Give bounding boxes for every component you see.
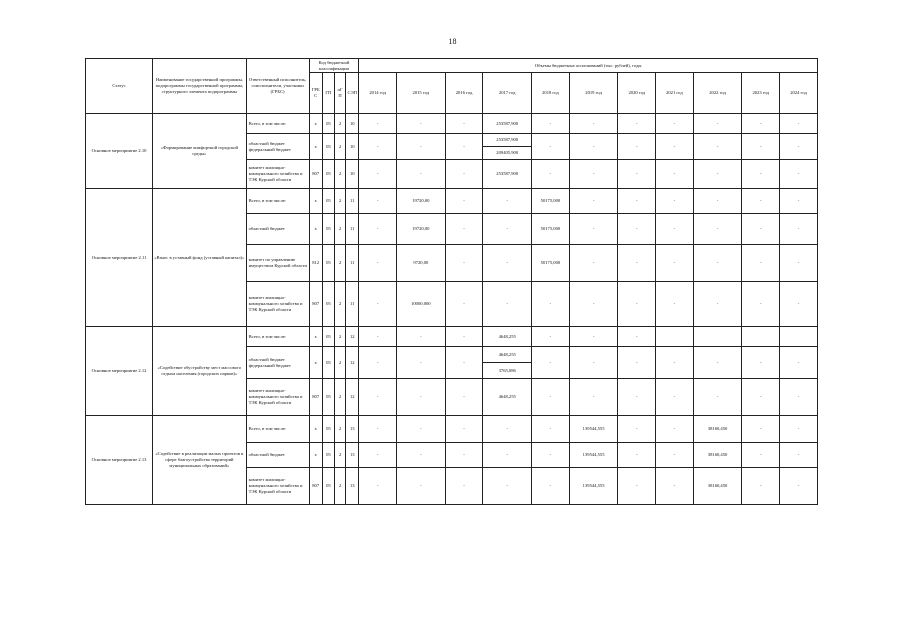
row-value: -: [618, 443, 656, 468]
row-value: 9720,00: [396, 245, 445, 282]
row-value: -: [359, 347, 397, 379]
row-value: -: [445, 416, 483, 443]
row-sep: 11: [346, 245, 359, 282]
row-value: -: [693, 189, 742, 214]
row-value: -: [742, 468, 780, 505]
row-gp: 05: [322, 245, 334, 282]
row-pgp: 2: [334, 134, 345, 160]
row-value: -: [656, 443, 694, 468]
row-value: -: [618, 214, 656, 245]
header-code-group: Код бюджетной классификации: [309, 59, 359, 73]
row-value: -: [742, 134, 780, 160]
row-gp: 05: [322, 347, 334, 379]
group-name: «Содействие в реализации малых проектов в сфере благоустройства территорий муниципальных образований»: [153, 416, 247, 505]
row-pgp: 2: [334, 114, 345, 134]
regional-budget-value: 4648,255: [483, 347, 531, 363]
row-value: -: [445, 245, 483, 282]
row-value: -: [656, 189, 694, 214]
row-value: -: [396, 347, 445, 379]
row-value: -: [396, 416, 445, 443]
row-value: -: [396, 134, 445, 160]
row-value: 19720,00: [396, 214, 445, 245]
row-value: 50175,000: [532, 214, 570, 245]
group-status: Основное мероприятие 2.13: [86, 416, 153, 505]
row-sep: 13: [346, 416, 359, 443]
row-value: -: [445, 214, 483, 245]
row-value: 50175,000: [532, 189, 570, 214]
row-grbs: x: [309, 134, 322, 160]
row-value: -: [780, 134, 818, 160]
row-value: -: [693, 160, 742, 189]
row-pgp: 2: [334, 214, 345, 245]
row-value: -: [656, 282, 694, 327]
row-value: -: [656, 114, 694, 134]
row-gp: 05: [322, 468, 334, 505]
row-value: -: [569, 379, 618, 416]
row-value: -: [656, 134, 694, 160]
row-value: -: [359, 245, 397, 282]
row-value: 4648,255: [483, 379, 532, 416]
group-name: «Содействие обустройству мест массового отдыха населения (городских парков)»: [153, 327, 247, 416]
row-value: -: [532, 134, 570, 160]
row-value: -: [396, 114, 445, 134]
header-responsible: Ответственный исполнитель, соисполнители, участники (ГРБС): [246, 59, 309, 114]
row-value: -: [569, 160, 618, 189]
row-value: -: [618, 379, 656, 416]
row-value: -: [780, 347, 818, 379]
row-pgp: 2: [334, 347, 345, 379]
row-grbs: x: [309, 114, 322, 134]
row-value: -: [693, 379, 742, 416]
row-value: -: [359, 379, 397, 416]
row-value: -: [693, 214, 742, 245]
header-gp: ГП: [322, 73, 334, 114]
row-value: -: [618, 160, 656, 189]
row-value: -: [693, 134, 742, 160]
federal-budget-value: 3765,086: [498, 367, 516, 373]
row-value: -: [569, 327, 618, 347]
header-year: 2023 год: [742, 73, 780, 114]
row-value: -: [569, 347, 618, 379]
row-value: 19720,00: [396, 189, 445, 214]
table-row: [86, 114, 818, 134]
row-pgp: 2: [334, 189, 345, 214]
row-value: -: [780, 443, 818, 468]
row-value: -: [445, 379, 483, 416]
row-grbs: 807: [309, 282, 322, 327]
row-value: -: [483, 416, 532, 443]
row-value-split: [483, 347, 532, 379]
row-value: -: [532, 114, 570, 134]
row-sep: 11: [346, 214, 359, 245]
row-grbs: 807: [309, 468, 322, 505]
row-value: -: [359, 416, 397, 443]
row-gp: 05: [322, 443, 334, 468]
row-pgp: 2: [334, 245, 345, 282]
row-responsible: Всего, в том числе:: [246, 189, 309, 214]
row-sep: 12: [346, 379, 359, 416]
row-gp: 05: [322, 189, 334, 214]
row-value: -: [445, 468, 483, 505]
header-year: 2015 год: [396, 73, 445, 114]
table-row: [86, 189, 818, 214]
row-value: 50175,000: [532, 245, 570, 282]
row-value: [742, 327, 780, 347]
row-gp: 05: [322, 379, 334, 416]
row-value: -: [569, 114, 618, 134]
row-gp: 05: [322, 214, 334, 245]
header-spend-group: Объемы бюджетных ассигнований (тыс. рублей), годы: [359, 59, 818, 73]
regional-budget-value: 253587,900: [483, 134, 531, 147]
row-value: 139544,555: [569, 416, 618, 443]
row-value: -: [483, 443, 532, 468]
row-value: -: [532, 347, 570, 379]
row-sep: 10: [346, 114, 359, 134]
row-value: -: [445, 160, 483, 189]
header-year: 2024 год: [780, 73, 818, 114]
group-name: «Взнос в уставный фонд (уставный капитал)»: [153, 189, 247, 327]
header-sep: СЭП: [346, 73, 359, 114]
row-value: -: [618, 468, 656, 505]
row-value: -: [532, 327, 570, 347]
row-grbs: 812: [309, 245, 322, 282]
row-value: -: [618, 282, 656, 327]
row-value: -: [742, 443, 780, 468]
row-pgp: 2: [334, 282, 345, 327]
row-value: -: [656, 160, 694, 189]
row-value: -: [445, 327, 483, 347]
row-grbs: x: [309, 214, 322, 245]
row-value: -: [656, 214, 694, 245]
row-value: -: [780, 114, 818, 134]
row-value: -: [780, 189, 818, 214]
row-sep: 10: [346, 134, 359, 160]
row-responsible: областной бюджет федеральный бюджет: [246, 347, 309, 379]
row-pgp: 2: [334, 468, 345, 505]
row-value: -: [483, 282, 532, 327]
row-sep: 11: [346, 189, 359, 214]
row-value: 38160,450: [693, 416, 742, 443]
row-value: -: [483, 245, 532, 282]
row-grbs: x: [309, 443, 322, 468]
row-gp: 05: [322, 282, 334, 327]
header-name: Наименование государственной программы, подпрограммы государственной программы, структурного элемента подпрограммы: [153, 59, 247, 114]
row-pgp: 2: [334, 416, 345, 443]
group-status: Основное мероприятие 2.12: [86, 327, 153, 416]
row-value: -: [780, 214, 818, 245]
row-responsible: комитет жилищно-коммунального хозяйства и ТЭК Курской области: [246, 160, 309, 189]
header-year: 2014 год: [359, 73, 397, 114]
row-value: -: [532, 468, 570, 505]
row-responsible: комитет жилищно-коммунального хозяйства и ТЭК Курской области: [246, 282, 309, 327]
row-value: [780, 327, 818, 347]
row-value: [693, 327, 742, 347]
row-gp: 05: [322, 416, 334, 443]
row-value: -: [445, 189, 483, 214]
row-value: -: [742, 189, 780, 214]
row-gp: 05: [322, 114, 334, 134]
header-year: 2018 год: [532, 73, 570, 114]
row-pgp: 2: [334, 379, 345, 416]
row-value: -: [693, 282, 742, 327]
row-value: -: [656, 379, 694, 416]
group-status: Основное мероприятие 2.10: [86, 114, 153, 189]
header-grbs: ГРБС: [309, 73, 322, 114]
row-pgp: 2: [334, 443, 345, 468]
row-value: -: [569, 134, 618, 160]
row-value: -: [618, 327, 656, 347]
row-value: -: [742, 214, 780, 245]
row-value: -: [445, 443, 483, 468]
federal-budget-value: 209405,900: [496, 150, 519, 156]
row-value: -: [780, 160, 818, 189]
row-responsible: Всего, в том числе:: [246, 416, 309, 443]
row-value: -: [656, 347, 694, 379]
row-value: -: [742, 416, 780, 443]
row-grbs: x: [309, 347, 322, 379]
row-responsible: комитет жилищно-коммунального хозяйства и ТЭК Курской области: [246, 468, 309, 505]
row-value: -: [618, 245, 656, 282]
row-value: -: [359, 468, 397, 505]
row-responsible: комитет жилищно-коммунального хозяйства и ТЭК Курской области: [246, 379, 309, 416]
row-value: -: [780, 416, 818, 443]
row-value: -: [359, 214, 397, 245]
table-row: [86, 327, 818, 347]
row-pgp: 2: [334, 160, 345, 189]
header-status: Статус: [86, 59, 153, 114]
row-gp: 05: [322, 160, 334, 189]
row-value: -: [780, 245, 818, 282]
row-value: -: [532, 443, 570, 468]
row-value: 38160,450: [693, 443, 742, 468]
row-value: -: [483, 214, 532, 245]
row-value: -: [618, 347, 656, 379]
row-grbs: 807: [309, 379, 322, 416]
group-name: «Формирование комфортной городской среды»: [153, 114, 247, 189]
row-sep: 11: [346, 282, 359, 327]
row-value: -: [359, 114, 397, 134]
row-value: -: [396, 443, 445, 468]
row-value: 4648,255: [483, 327, 532, 347]
row-value: -: [618, 189, 656, 214]
row-value: -: [445, 114, 483, 134]
row-value-split: [483, 134, 532, 160]
row-value: -: [656, 245, 694, 282]
row-value: -: [693, 245, 742, 282]
row-value: -: [396, 379, 445, 416]
header-year: 2017 год: [483, 73, 532, 114]
row-sep: 13: [346, 468, 359, 505]
row-value: -: [359, 134, 397, 160]
row-value: -: [742, 282, 780, 327]
row-value: 38160,450: [693, 468, 742, 505]
budget-table: [85, 58, 818, 505]
row-value: -: [569, 189, 618, 214]
row-responsible: областной бюджет: [246, 443, 309, 468]
row-value: -: [618, 134, 656, 160]
row-value: -: [618, 416, 656, 443]
row-value: -: [693, 114, 742, 134]
row-value: -: [359, 327, 397, 347]
row-pgp: 2: [334, 327, 345, 347]
row-value: 139544,555: [569, 443, 618, 468]
row-value: -: [532, 282, 570, 327]
row-value: -: [483, 468, 532, 505]
group-status: Основное мероприятие 2.11: [86, 189, 153, 327]
header-year: 2016 год: [445, 73, 483, 114]
row-value: -: [780, 379, 818, 416]
row-value: -: [359, 443, 397, 468]
row-value: -: [532, 416, 570, 443]
row-value: -: [532, 160, 570, 189]
row-value: -: [742, 379, 780, 416]
row-value: -: [742, 160, 780, 189]
row-value: -: [396, 327, 445, 347]
header-year: 2020 год: [618, 73, 656, 114]
row-value: -: [780, 282, 818, 327]
row-responsible: комитет по управлению имуществом Курской области: [246, 245, 309, 282]
row-gp: 05: [322, 327, 334, 347]
row-value: -: [569, 214, 618, 245]
row-value: -: [742, 114, 780, 134]
header-year: 2019 год: [569, 73, 618, 114]
row-gp: 05: [322, 134, 334, 160]
row-value: 139544,555: [569, 468, 618, 505]
row-value: -: [656, 416, 694, 443]
row-value: -: [359, 189, 397, 214]
row-value: -: [359, 282, 397, 327]
row-value: 253587,900: [483, 114, 532, 134]
table-row: [86, 416, 818, 443]
row-value: -: [445, 282, 483, 327]
row-value: -: [532, 379, 570, 416]
row-value: -: [445, 134, 483, 160]
row-responsible: областной бюджет: [246, 214, 309, 245]
row-value: -: [359, 160, 397, 189]
row-value: -: [693, 347, 742, 379]
row-grbs: x: [309, 327, 322, 347]
header-pgp: пГП: [334, 73, 345, 114]
row-value: [656, 327, 694, 347]
row-value: -: [742, 245, 780, 282]
row-value: 253587,900: [483, 160, 532, 189]
row-sep: 12: [346, 347, 359, 379]
row-value: -: [445, 347, 483, 379]
row-responsible: Всего, в том числе:: [246, 327, 309, 347]
row-value: -: [569, 282, 618, 327]
row-value: 10000,000: [396, 282, 445, 327]
row-value: -: [396, 468, 445, 505]
row-value: -: [618, 114, 656, 134]
row-sep: 12: [346, 327, 359, 347]
header-year: 2021 год: [656, 73, 694, 114]
row-value: -: [742, 347, 780, 379]
row-sep: 10: [346, 160, 359, 189]
row-value: -: [569, 245, 618, 282]
row-responsible: областной бюджет федеральный бюджет: [246, 134, 309, 160]
row-grbs: x: [309, 416, 322, 443]
row-value: -: [396, 160, 445, 189]
row-grbs: 807: [309, 160, 322, 189]
page-number: 18: [448, 37, 457, 46]
row-value: -: [780, 468, 818, 505]
row-sep: 13: [346, 443, 359, 468]
row-value: -: [483, 189, 532, 214]
row-grbs: x: [309, 189, 322, 214]
row-responsible: Всего, в том числе:: [246, 114, 309, 134]
header-year: 2022 год: [693, 73, 742, 114]
row-value: -: [656, 468, 694, 505]
